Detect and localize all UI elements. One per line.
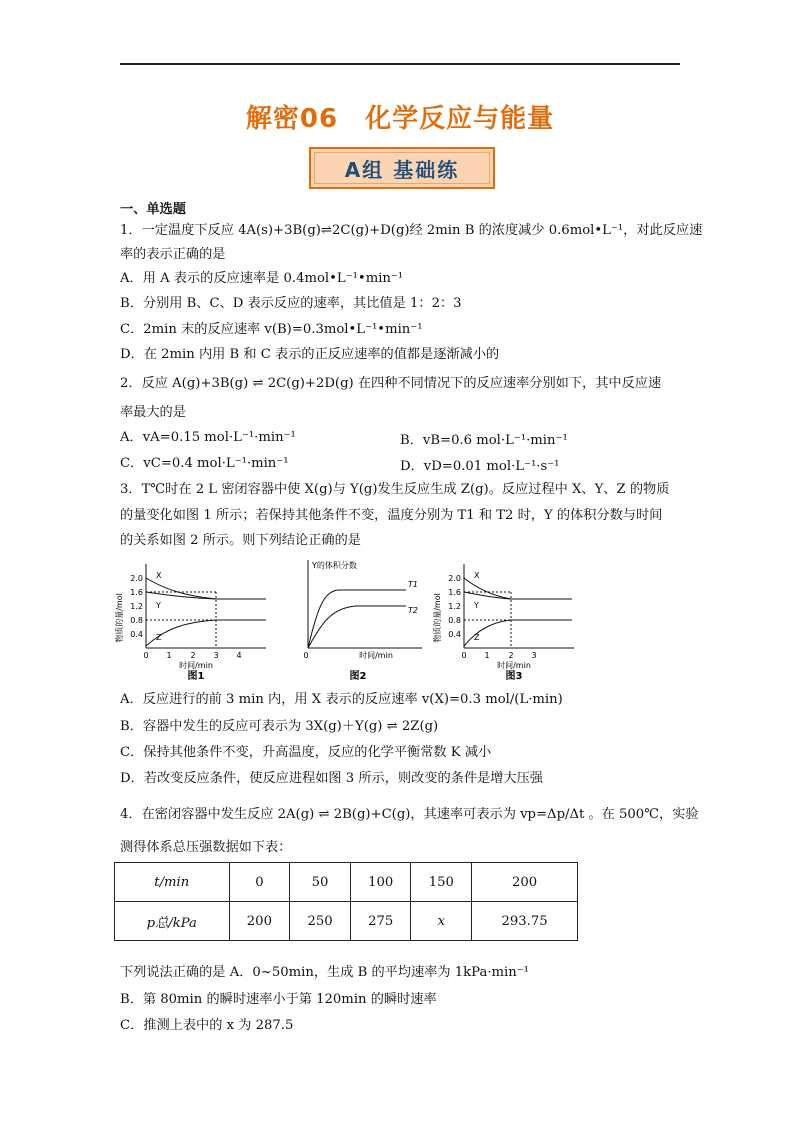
fig1-curve-x — [146, 578, 266, 599]
page-title: 解密06 化学反应与能量 — [245, 104, 555, 134]
fig1-label-z: Z — [156, 633, 162, 642]
fig1-ytick-1.2: 1.2 — [130, 602, 143, 611]
group-label: A组 基础练 — [344, 157, 460, 182]
fig1-xtick-2: 2 — [190, 651, 196, 660]
fig3-ytick-0.4: 0.4 — [448, 630, 461, 639]
fig2-xlabel: 时间/min — [359, 651, 393, 660]
table-cell: p总/kPa — [115, 902, 230, 941]
fig2-origin: 0 — [303, 651, 309, 660]
fig1-curve-z — [146, 620, 266, 646]
q2-option-c: C．vC=0.4 mol·L⁻¹·min⁻¹ — [120, 456, 289, 471]
q3-option-b: B．容器中发生的反应可表示为 3X(g)＋Y(g) ⇌ 2Z(g) — [120, 719, 439, 734]
q3-figure-1 — [116, 556, 276, 682]
fig2-curve-t1 — [308, 590, 406, 648]
table-cell: 293.75 — [472, 902, 578, 941]
fig3-label-x: X — [474, 571, 480, 580]
q2-stem-line1: 2．反应 A(g)+3B(g) ⇌ 2C(g)+2D(g) 在四种不同情况下的反应速率分别如下，其中反应速 — [120, 376, 662, 391]
fig2-label-t2: T2 — [408, 606, 418, 615]
header-rule — [120, 63, 680, 65]
pressure-table — [114, 862, 578, 941]
q3-option-d: D．若改变反应条件，使反应进程如图 3 所示，则改变的条件是增大压强 — [120, 771, 543, 786]
fig3-curve-y — [464, 592, 511, 599]
fig2-label-t1: T1 — [408, 580, 418, 589]
section-label: 一、单选题 — [120, 202, 186, 217]
q2-option-b: B．vB=0.6 mol·L⁻¹·min⁻¹ — [400, 433, 568, 448]
q4-option-c: C．推测上表中的 x 为 287.5 — [120, 1018, 294, 1033]
q1-option-a: A．用 A 表示的反应速率是 0.4mol•L⁻¹•min⁻¹ — [120, 271, 404, 286]
q3-stem-line1: 3．T℃时在 2 L 密闭容器中使 X(g)与 Y(g)发生反应生成 Z(g)。反应过程中 X、Y、Z 的物质 — [120, 482, 670, 497]
q1-option-b: B．分别用 B、C、D 表示反应的速率，其比值是 1：2：3 — [120, 296, 462, 311]
q4-stem-line2: 测得体系总压强数据如下表： — [120, 840, 292, 855]
q4-after-text: 下列说法正确的是 A．0~50min，生成 B 的平均速率为 1kPa·min⁻¹ — [120, 965, 529, 980]
q3-stem-line2: 的量变化如图 1 所示；若保持其他条件不变，温度分别为 T1 和 T2 时，Y 的体积分数与时间 — [120, 508, 663, 523]
fig1-ytick-1.6: 1.6 — [130, 588, 143, 597]
fig3-xtick-3: 3 — [531, 651, 537, 660]
q2-stem-line2: 率最大的是 — [120, 405, 186, 420]
fig1-label-y: Y — [156, 601, 161, 610]
fig3-xlabel: 时间/min — [497, 661, 531, 670]
table-cell: 250 — [290, 902, 351, 941]
fig1-xlabel: 时间/min — [179, 661, 213, 670]
fig1-ylabel: 物质的量/mol — [115, 593, 124, 643]
q1-option-c: C．2min 末的反应速率 v(B)=0.3mol•L⁻¹•min⁻¹ — [120, 322, 423, 337]
fig3-xtick-1: 1 — [484, 651, 490, 660]
table-cell: 275 — [350, 902, 411, 941]
fig1-xtick-4: 4 — [236, 651, 242, 660]
q2-option-d: D．vD=0.01 mol·L⁻¹·s⁻¹ — [400, 459, 560, 474]
q4-stem-line1: 4．在密闭容器中发生反应 2A(g) ⇌ 2B(g)+C(g)，其速率可表示为 vp=Δp/Δt 。在 500℃，实验 — [120, 807, 699, 822]
q1-stem-line1: 1．一定温度下反应 4A(s)+3B(g)⇌2C(g)+D(g)经 2min B 的浓度减少 0.6mol•L⁻¹，对此反应速 — [120, 223, 703, 238]
table-header-cell: 200 — [472, 863, 578, 902]
q3-figure-2 — [296, 556, 426, 682]
fig2-caption: 图2 — [349, 671, 367, 682]
table-header-cell: 150 — [411, 863, 472, 902]
table-row — [115, 902, 578, 941]
q2-option-a: A．vA=0.15 mol·L⁻¹·min⁻¹ — [120, 430, 296, 445]
group-label-box — [309, 147, 495, 189]
fig3-caption: 图3 — [505, 671, 523, 682]
table-cell: 200 — [229, 902, 290, 941]
fig3-xtick-0: 0 — [461, 651, 467, 660]
fig3-ytick-0.8: 0.8 — [448, 616, 461, 625]
q3-option-c: C．保持其他条件不变，升高温度，反应的化学平衡常数 K 减小 — [120, 745, 492, 760]
fig3-curve-x — [464, 578, 572, 599]
q1-option-d: D．在 2min 内用 B 和 C 表示的正反应速率的值都是逐渐减小的 — [120, 347, 500, 362]
fig2-ylabel: Y的体积分数 — [312, 561, 357, 570]
fig1-ytick-2.0: 2.0 — [130, 574, 143, 583]
table-header-cell: 0 — [229, 863, 290, 902]
table-row — [115, 863, 578, 902]
fig3-xtick-2: 2 — [508, 651, 514, 660]
fig1-label-x: X — [156, 571, 162, 580]
q3-figure-3 — [434, 556, 584, 682]
fig1-caption: 图1 — [187, 671, 205, 682]
fig3-ytick-1.2: 1.2 — [448, 602, 461, 611]
q3-stem-line3: 的关系如图 2 所示。则下列结论正确的是 — [120, 533, 361, 548]
table-header-cell: 50 — [290, 863, 351, 902]
fig3-curve-z — [464, 620, 572, 646]
fig1-xtick-3: 3 — [213, 651, 219, 660]
fig1-xtick-1: 1 — [166, 651, 172, 660]
fig3-ylabel: 物质的量/mol — [433, 593, 442, 643]
fig3-ytick-2.0: 2.0 — [448, 574, 461, 583]
q4-option-b: B．第 80min 的瞬时速率小于第 120min 的瞬时速率 — [120, 992, 437, 1007]
q1-stem-line2: 率的表示正确的是 — [120, 247, 226, 262]
table-header-cell: t/min — [115, 863, 230, 902]
fig2-curve-t2 — [308, 606, 406, 648]
fig1-xtick-0: 0 — [143, 651, 149, 660]
table-header-cell: 100 — [350, 863, 411, 902]
q3-option-a: A．反应进行的前 3 min 内，用 X 表示的反应速率 v(X)=0.3 mol/(L·min) — [120, 692, 563, 707]
fig3-label-z: Z — [474, 633, 480, 642]
fig3-label-y: Y — [474, 601, 479, 610]
fig3-ytick-1.6: 1.6 — [448, 588, 461, 597]
fig1-ytick-0.8: 0.8 — [130, 616, 143, 625]
table-cell: x — [411, 902, 472, 941]
fig1-ytick-0.4: 0.4 — [130, 630, 143, 639]
